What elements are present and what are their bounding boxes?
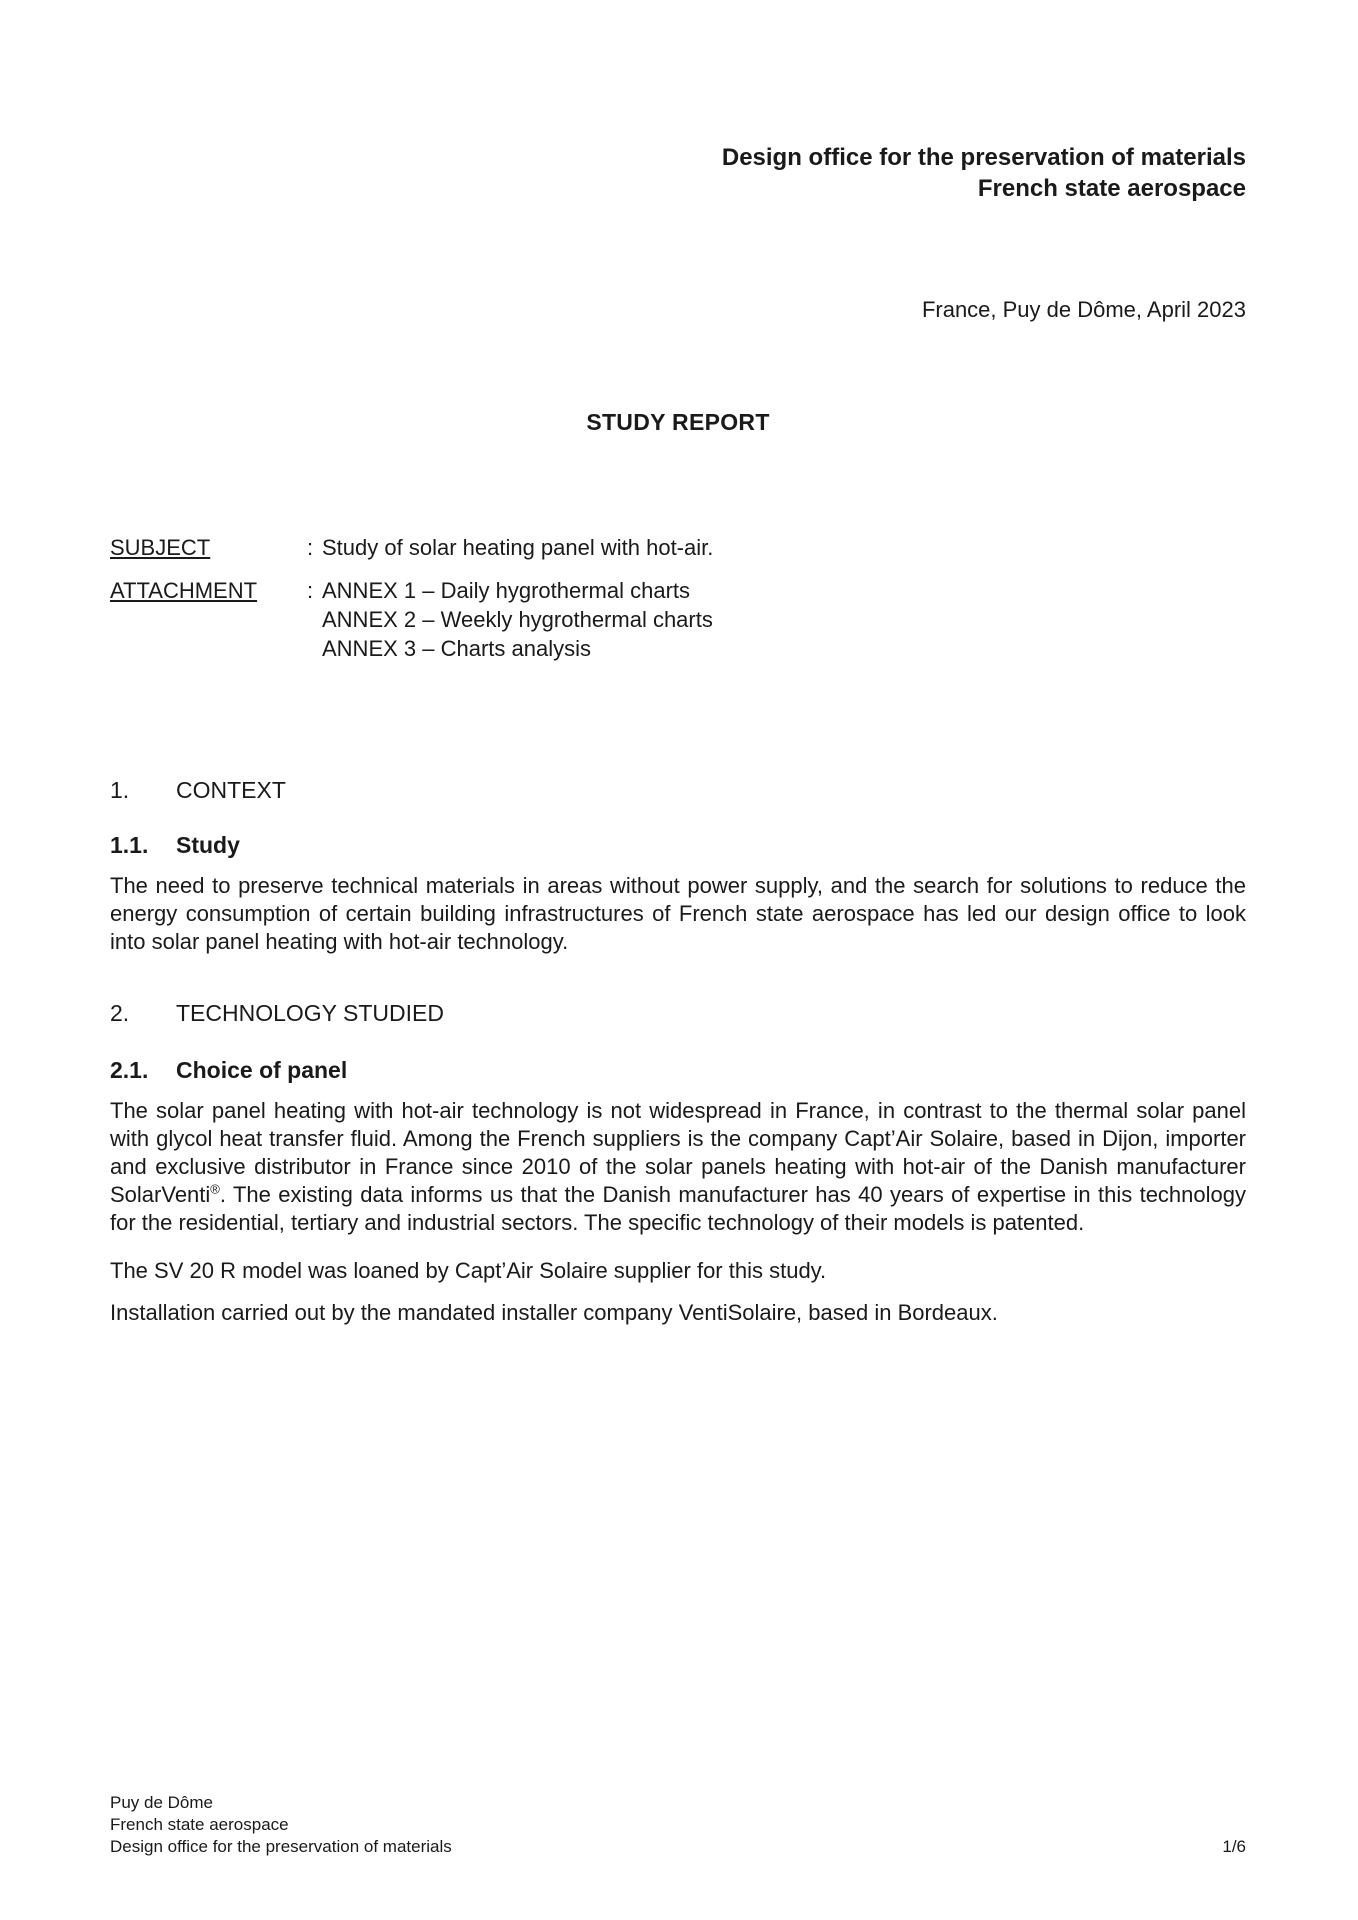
attachment-value — [307, 576, 1246, 663]
subject-value — [307, 533, 1246, 562]
choice-paragraph-text: The solar panel heating with hot-air technology is not widespread in France, in contrast to the thermal solar panel with glycol heat transfer fluid. Among the French suppliers is the company Capt’Air Solaire, based in Dijon, importer and exclusive distributor in France since 2010 of the solar panels heating with hot-air of the Danish manufacturer SolarVenti — [110, 1098, 1246, 1207]
letterhead — [110, 142, 1246, 204]
section-2-title: TECHNOLOGY STUDIED — [176, 1000, 444, 1026]
page-content — [110, 0, 1246, 1327]
choice-paragraph-text-after: . The existing data informs us that the Danish manufacturer has 40 years of expertise in this technology for the residential, tertiary and industrial sectors. The specific technology of their models is patented. — [110, 1182, 1246, 1235]
subject-label: SUBJECT — [110, 535, 211, 560]
study-paragraph: The need to preserve technical materials in areas without power supply, and the search for solutions to reduce the energy consumption of certain building infrastructures of French state aerospace has led our design office to look into solar panel heating with hot-air technology. — [110, 873, 1246, 954]
section-2-heading — [110, 998, 1246, 1029]
registered-trademark-symbol: ® — [210, 1181, 220, 1197]
attachment-line-2 — [307, 605, 1246, 634]
footer-line-1: Puy de Dôme — [110, 1793, 213, 1812]
section-1-number: 1. — [110, 777, 130, 803]
attachment-separator: : — [307, 578, 314, 603]
section-2-1-heading — [110, 1055, 1246, 1086]
attachment-text-3: ANNEX 3 – Charts analysis — [322, 636, 591, 661]
footer-office-text: Design office for the preservation of materials — [110, 1837, 452, 1856]
page-footer — [110, 1792, 1246, 1858]
meta-block — [110, 533, 1246, 663]
dateline: France, Puy de Dôme, April 2023 — [921, 297, 1246, 322]
sv-model-paragraph: The SV 20 R model was loaned by Capt’Air Solaire supplier for this study. — [110, 1258, 827, 1283]
attachment-text-2: ANNEX 2 – Weekly hygrothermal charts — [322, 607, 713, 632]
choice-paragraph — [110, 1097, 1246, 1237]
section-1-title: CONTEXT — [176, 777, 286, 803]
subject-text: Study of solar heating panel with hot-air. — [322, 535, 714, 560]
page-number: 1/6 — [1222, 1837, 1246, 1856]
attachment-line-1 — [307, 576, 1246, 605]
section-2-1-number: 2.1. — [110, 1057, 149, 1083]
installation-paragraph: Installation carried out by the mandated installer company VentiSolaire, based in Bordeaux. — [110, 1300, 998, 1325]
attachment-text-1: ANNEX 1 – Daily hygrothermal charts — [322, 578, 691, 603]
section-1-1-number: 1.1. — [110, 832, 149, 858]
footer-line-3 — [110, 1836, 1246, 1858]
subject-row — [110, 533, 1246, 562]
section-2-1-title: Choice of panel — [176, 1057, 348, 1083]
attachment-line-3 — [307, 634, 1246, 663]
attachment-row — [110, 576, 1246, 663]
section-1-heading — [110, 775, 1246, 806]
section-1-1-heading — [110, 830, 1246, 861]
section-2-number: 2. — [110, 1000, 130, 1026]
letterhead-line1: Design office for the preservation of materials — [721, 144, 1246, 171]
letterhead-line2: French state aerospace — [977, 175, 1246, 202]
attachment-label: ATTACHMENT — [110, 578, 258, 603]
footer-line-2: French state aerospace — [110, 1815, 289, 1834]
section-1-1-title: Study — [176, 832, 240, 858]
document-title: STUDY REPORT — [586, 409, 770, 435]
subject-separator: : — [307, 535, 314, 560]
subject-line — [307, 533, 1246, 562]
